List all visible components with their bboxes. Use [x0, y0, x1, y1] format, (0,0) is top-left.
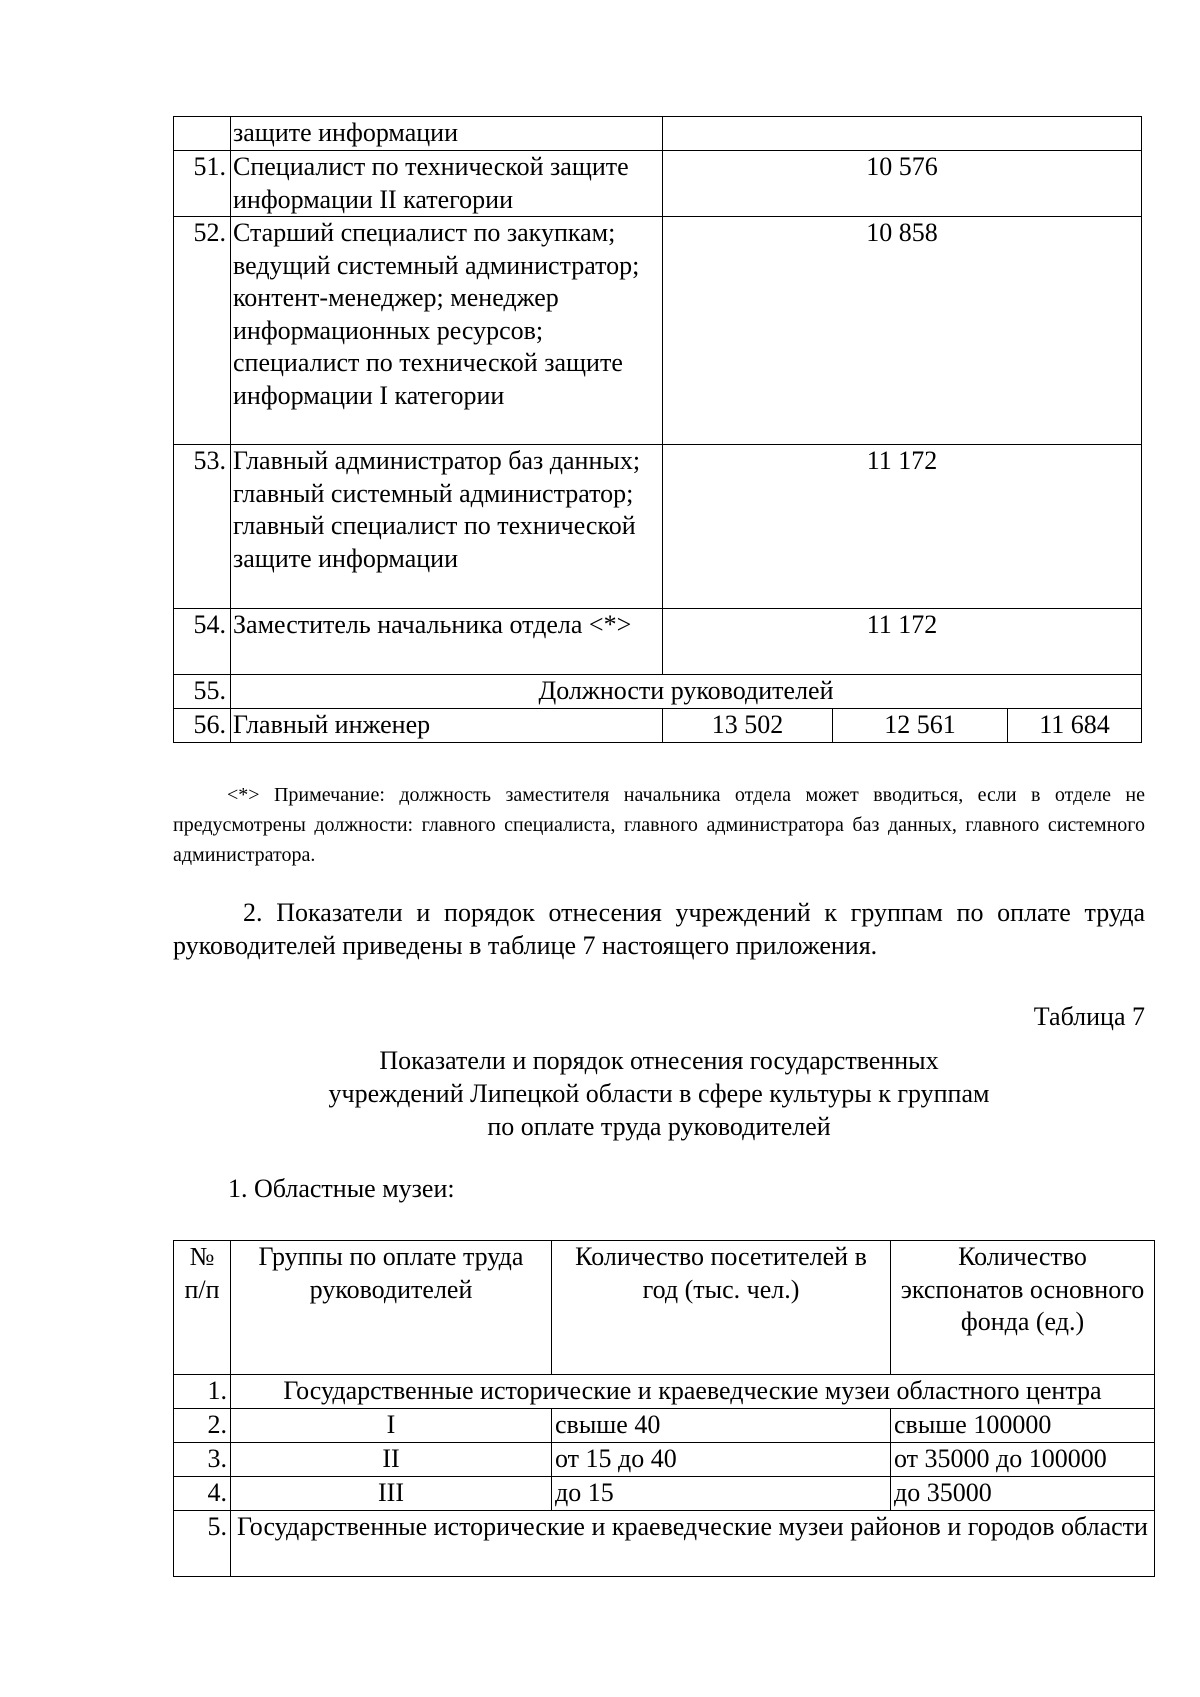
- table-section-row: [174, 1511, 1155, 1577]
- table-row: [174, 609, 1142, 675]
- position-title: Главный администратор баз данных; главный системный администратор; главный специалист по технической защите информации: [231, 445, 663, 609]
- header-visitors: Количество посетителей в год (тыс. чел.): [552, 1241, 891, 1375]
- salary-value: 11 172: [663, 445, 1142, 609]
- row-number: 53.: [174, 445, 231, 609]
- row-number: 51.: [174, 151, 231, 217]
- table-row: [174, 217, 1142, 445]
- table-section-row: [174, 675, 1142, 709]
- salary-value: 10 858: [663, 217, 1142, 445]
- body-paragraph: 2. Показатели и порядок отнесения учреждений к группам по оплате труда руководителей приведены в таблице 7 настоящего приложения.: [173, 898, 1145, 960]
- row-number: 1.: [174, 1375, 231, 1409]
- section-title: Государственные исторические и краеведческие музеи районов и городов области: [231, 1511, 1155, 1577]
- table-title-line: по оплате труда руководителей: [487, 1112, 831, 1141]
- header-exhibits: Количество экспонатов основного фонда (ед.): [891, 1241, 1155, 1375]
- table-title-line: Показатели и порядок отнесения государственных: [379, 1046, 939, 1075]
- table-label: Таблица 7: [1033, 1002, 1145, 1031]
- row-number: 54.: [174, 609, 231, 675]
- salary-value: 10 576: [663, 151, 1142, 217]
- row-number: 2.: [174, 1409, 231, 1443]
- table-title-line: учреждений Липецкой области в сфере культуры к группам: [328, 1079, 990, 1108]
- salary-value: [663, 117, 1142, 151]
- salary-value-3: 11 684: [1008, 709, 1142, 743]
- section-title: Должности руководителей: [231, 675, 1142, 709]
- header-number: № п/п: [174, 1241, 231, 1375]
- row-number: 5.: [174, 1511, 231, 1577]
- row-number: 55.: [174, 675, 231, 709]
- table-header-row: [174, 1241, 1155, 1375]
- header-group: Группы по оплате труда руководителей: [231, 1241, 552, 1375]
- salary-value-1: 13 502: [663, 709, 833, 743]
- table-row: [174, 1443, 1155, 1477]
- table-row: [174, 1477, 1155, 1511]
- table-row: [174, 709, 1142, 743]
- row-number: [174, 117, 231, 151]
- visitors-cell: до 15: [552, 1477, 891, 1511]
- museum-groups-table: [173, 1240, 1155, 1577]
- section-title: Государственные исторические и краеведческие музеи областного центра: [231, 1375, 1155, 1409]
- group-cell: III: [231, 1477, 552, 1511]
- table-section-row: [174, 1375, 1155, 1409]
- position-title: защите информации: [231, 117, 663, 151]
- staff-salary-table: [173, 116, 1142, 743]
- position-title: Заместитель начальника отдела <*>: [231, 609, 663, 675]
- table-row: [174, 1409, 1155, 1443]
- exhibits-cell: до 35000: [891, 1477, 1155, 1511]
- visitors-cell: от 15 до 40: [552, 1443, 891, 1477]
- group-cell: II: [231, 1443, 552, 1477]
- row-number: 4.: [174, 1477, 231, 1511]
- section-heading: 1. Областные музеи:: [228, 1174, 455, 1203]
- visitors-cell: свыше 40: [552, 1409, 891, 1443]
- salary-value: 11 172: [663, 609, 1142, 675]
- exhibits-cell: от 35000 до 100000: [891, 1443, 1155, 1477]
- position-title: Специалист по технической защите информации II категории: [231, 151, 663, 217]
- exhibits-cell: свыше 100000: [891, 1409, 1155, 1443]
- table-row: [174, 117, 1142, 151]
- row-number: 3.: [174, 1443, 231, 1477]
- position-title: Главный инженер: [231, 709, 663, 743]
- salary-value-2: 12 561: [833, 709, 1008, 743]
- position-title: Старший специалист по закупкам; ведущий системный администратор; контент-менеджер; менеджер информационных ресурсов; специалист по технической защите информации I категории: [231, 217, 663, 445]
- table-row: [174, 151, 1142, 217]
- table-title: [173, 1044, 1145, 1143]
- row-number: 56.: [174, 709, 231, 743]
- footnote: <*> Примечание: должность заместителя начальника отдела может вводиться, если в отделе не предусмотрены должности: главного специалиста, главного администратора баз данных, главного системного администратора.: [173, 784, 1145, 866]
- row-number: 52.: [174, 217, 231, 445]
- group-cell: I: [231, 1409, 552, 1443]
- table-row: [174, 445, 1142, 609]
